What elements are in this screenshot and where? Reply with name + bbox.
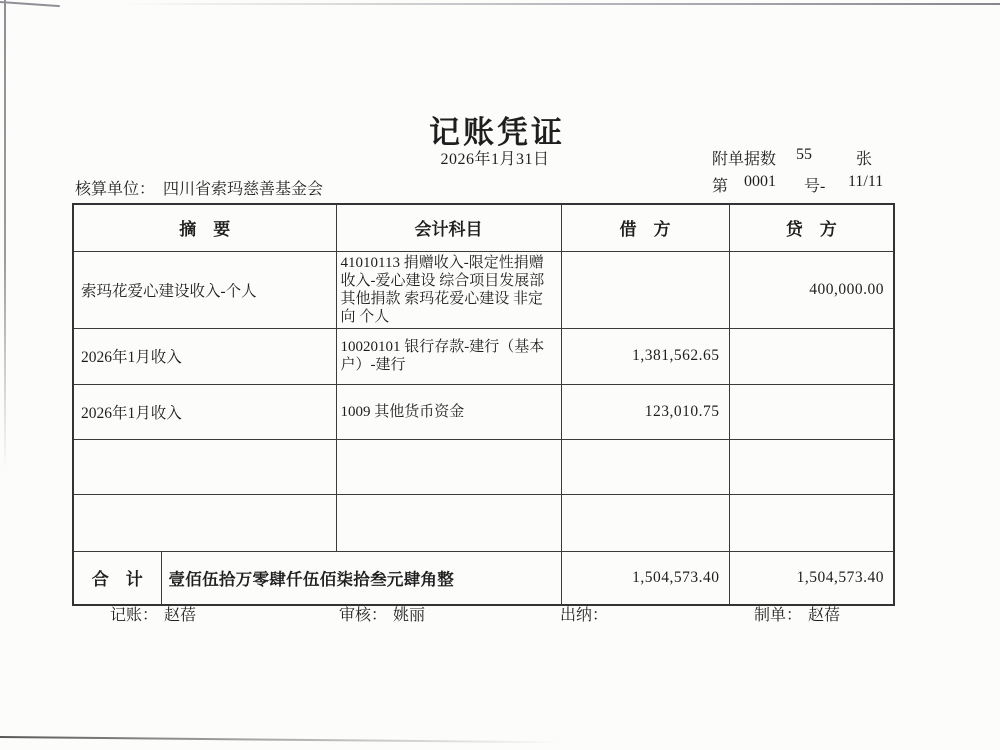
signature-reviewer — [339, 602, 425, 625]
cell-credit: 400,000.00 — [729, 251, 894, 328]
signature-bookkeeper — [110, 602, 196, 625]
voucher-date: 2026年1月31日 — [440, 151, 550, 168]
attachment-count-line — [712, 146, 894, 169]
cashier-label: 出纳： — [560, 607, 609, 624]
accounting-unit-name: 四川省索玛慈善基金会 — [163, 181, 324, 198]
signature-preparer — [754, 602, 840, 625]
cell-debit — [561, 251, 729, 328]
total-credit: 1,504,573.40 — [729, 551, 894, 605]
accounting-unit-line — [75, 176, 323, 199]
scan-edge-left — [4, 0, 6, 470]
voucher-page-indicator: 11/11 — [848, 173, 884, 190]
scan-corner-top-left — [0, 1, 60, 7]
cell-account: 10020101 银行存款-建行（基本户）-建行 — [336, 328, 561, 384]
total-debit: 1,504,573.40 — [561, 551, 729, 605]
cell-account — [336, 494, 561, 551]
cell-summary: 2026年1月收入 — [73, 328, 336, 384]
cell-summary — [73, 494, 336, 551]
reviewer-name: 姚丽 — [393, 607, 426, 624]
accounting-unit-label: 核算单位： — [75, 181, 156, 198]
total-amount-in-words: 壹佰伍拾万零肆仟伍佰柒拾叁元肆角整 — [161, 551, 561, 605]
bookkeeper-name: 赵蓓 — [164, 607, 197, 624]
cell-account: 41010113 捐赠收入-限定性捐赠收入-爱心建设 综合项目发展部 其他捐款 索玛花爱心建设 非定向 个人 — [336, 251, 561, 328]
cell-account — [336, 439, 561, 494]
attachment-count-unit: 张 — [856, 151, 873, 168]
cell-credit — [729, 328, 894, 384]
cell-debit: 123,010.75 — [561, 384, 729, 439]
table-row — [73, 494, 894, 551]
preparer-label: 制单： — [754, 607, 803, 624]
voucher-number-prefix: 第 — [712, 178, 729, 195]
voucher-table — [72, 203, 895, 606]
table-row — [73, 384, 894, 439]
bookkeeper-label: 记账： — [110, 607, 159, 624]
scan-edge-top — [120, 3, 1000, 5]
voucher-number-value: 0001 — [744, 173, 776, 190]
cell-summary: 索玛花爱心建设收入-个人 — [73, 251, 336, 328]
attachment-count-value: 55 — [796, 146, 812, 163]
header-debit: 借 方 — [561, 204, 729, 251]
cell-credit — [729, 439, 894, 494]
table-row — [73, 251, 894, 328]
reviewer-label: 审核： — [339, 607, 388, 624]
cell-summary: 2026年1月收入 — [73, 384, 336, 439]
voucher-number-suffix: 号- — [804, 178, 826, 195]
cell-credit — [729, 494, 894, 551]
voucher-number-line — [712, 173, 894, 196]
attachment-count-label: 附单据数 — [712, 151, 777, 168]
table-header-row — [73, 204, 894, 251]
page-title: 记账凭证 — [429, 115, 565, 150]
header-account: 会计科目 — [336, 204, 561, 251]
signature-cashier — [560, 602, 614, 625]
cell-debit: 1,381,562.65 — [561, 328, 729, 384]
table-row — [73, 439, 894, 494]
table-row — [73, 328, 894, 384]
cell-debit — [561, 439, 729, 494]
total-label: 合 计 — [73, 551, 161, 605]
header-summary: 摘 要 — [73, 204, 336, 251]
cell-credit — [729, 384, 894, 439]
cell-summary — [73, 439, 336, 494]
scan-edge-bottom — [0, 736, 560, 743]
cell-account: 1009 其他货币资金 — [336, 384, 561, 439]
cell-debit — [561, 494, 729, 551]
table-total-row — [73, 551, 894, 605]
header-credit: 贷 方 — [729, 204, 894, 251]
preparer-name: 赵蓓 — [808, 607, 841, 624]
